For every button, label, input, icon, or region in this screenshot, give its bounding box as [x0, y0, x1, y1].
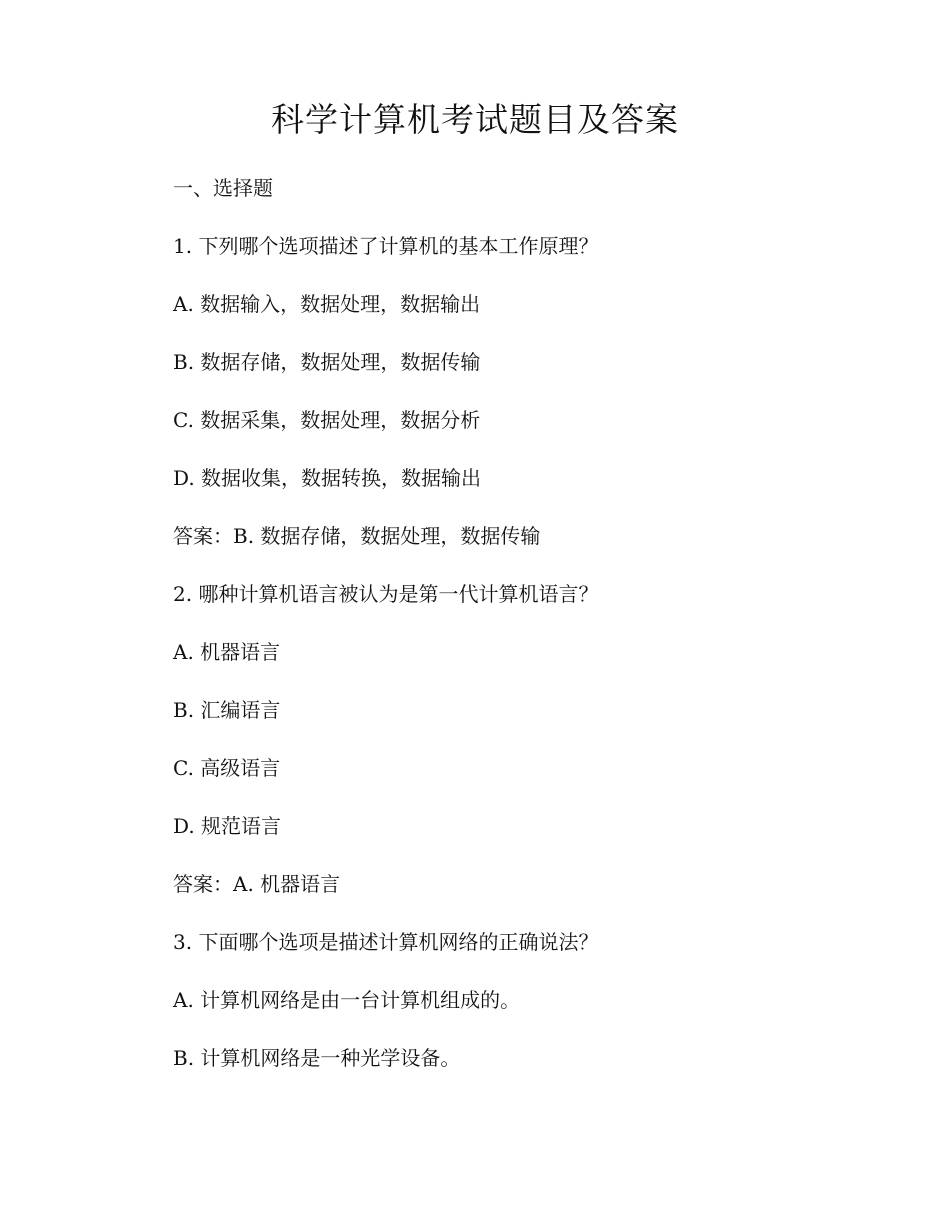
- document-title: 科学计算机考试题目及答案: [271, 100, 679, 139]
- question-2: 2. 哪种计算机语言被认为是第一代计算机语言？: [173, 582, 599, 606]
- question-1-option-a: A. 数据输入，数据处理，数据输出: [173, 292, 481, 316]
- question-2-option-c: C. 高级语言: [173, 756, 281, 780]
- question-1-answer: 答案：B. 数据存储，数据处理，数据传输: [173, 524, 541, 548]
- question-3: 3. 下面哪个选项是描述计算机网络的正确说法？: [173, 930, 599, 954]
- question-1-option-c: C. 数据采集，数据处理，数据分析: [173, 408, 481, 432]
- question-2-option-d: D. 规范语言: [173, 814, 282, 838]
- question-1-option-b: B. 数据存储，数据处理，数据传输: [173, 350, 481, 374]
- question-2-option-a: A. 机器语言: [173, 640, 281, 664]
- question-3-option-a: A. 计算机网络是由一台计算机组成的。: [173, 988, 521, 1012]
- question-1: 1. 下列哪个选项描述了计算机的基本工作原理？: [173, 234, 599, 258]
- question-1-option-d: D. 数据收集，数据转换，数据输出: [173, 466, 482, 490]
- section-heading: 一、选择题: [173, 176, 273, 200]
- question-2-answer: 答案：A. 机器语言: [173, 872, 341, 896]
- question-3-option-b: B. 计算机网络是一种光学设备。: [173, 1046, 461, 1070]
- document-body: [173, 173, 893, 1101]
- question-2-option-b: B. 汇编语言: [173, 698, 281, 722]
